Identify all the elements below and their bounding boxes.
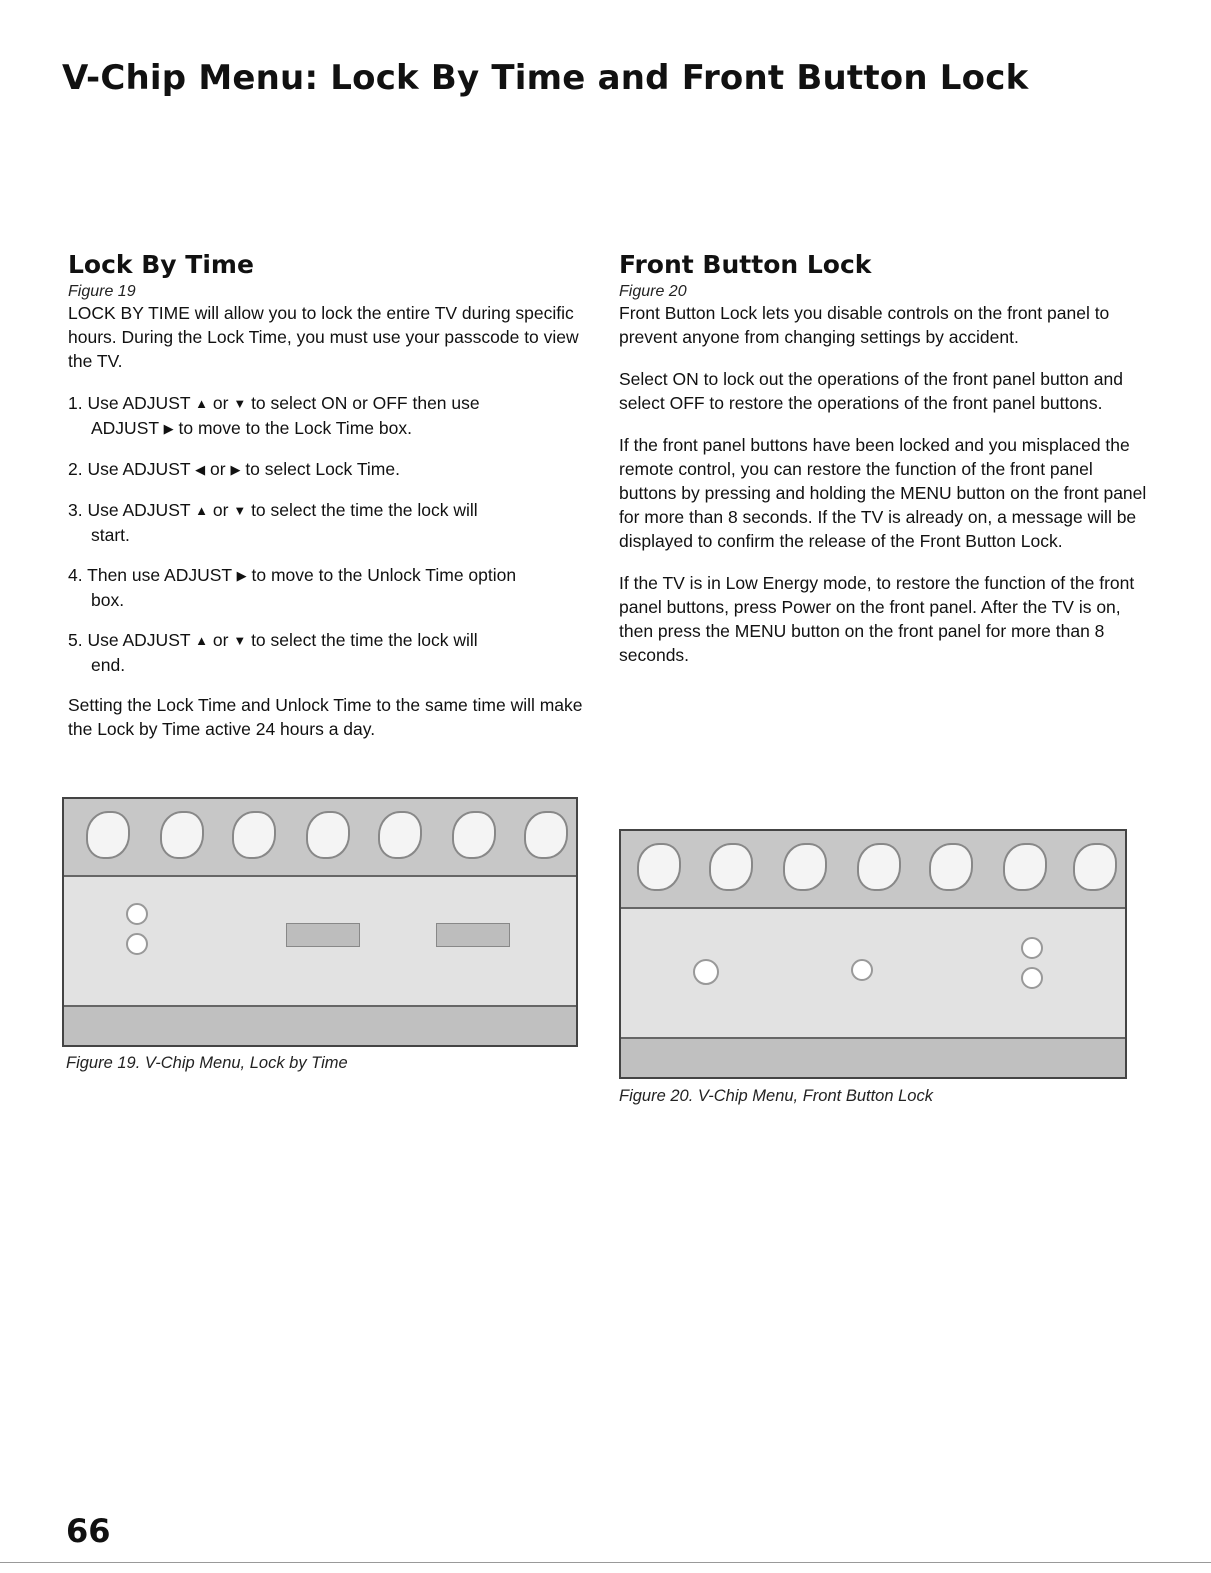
section-heading: Front Button Lock: [619, 250, 872, 279]
setup-icon: [637, 843, 681, 891]
step-3: 3. Use ADJUST ▲ or ▼ to select the time the lock will start.: [68, 500, 478, 545]
front-lock-icon: [693, 959, 719, 985]
audio-icon: [709, 843, 753, 891]
channel-icon: [1003, 843, 1047, 891]
intro-paragraph: LOCK BY TIME will allow you to lock the entire TV during specific hours. During the Lock Time, you must use your passcode to view the TV.: [68, 303, 579, 371]
channel-icon: [452, 811, 496, 859]
off-radio: [1021, 967, 1043, 989]
step-2: 2. Use ADJUST ◀ or ▶ to select Lock Time.: [68, 459, 400, 479]
figure-19-caption: Figure 19. V-Chip Menu, Lock by Time: [66, 1054, 348, 1072]
step-1: 1. Use ADJUST ▲ or ▼ to select ON or OFF then use ADJUST ▶ to move to the Lock Time box.: [68, 393, 480, 438]
unlock-time-box: [436, 923, 510, 947]
inputs-icon: [524, 811, 568, 859]
lock-time-box: [286, 923, 360, 947]
inputs-icon: [1073, 843, 1117, 891]
video-icon: [857, 843, 901, 891]
on-radio: [126, 903, 148, 925]
menu-content-area: [621, 909, 1125, 1037]
figure-reference: Figure 19: [68, 283, 136, 300]
paragraph-2: Select ON to lock out the operations of the front panel button and select OFF to restore the operations of the front panel buttons.: [619, 369, 1123, 413]
right-arrow-icon: ▶: [236, 568, 247, 583]
right-arrow-icon: ▶: [163, 421, 174, 436]
menu-status-bar: [621, 1037, 1125, 1077]
lock-icon: [378, 811, 422, 859]
paragraph-1: Front Button Lock lets you disable controls on the front panel to prevent anyone from changing settings by accident.: [619, 303, 1110, 347]
video-icon: [306, 811, 350, 859]
up-arrow-icon: ▲: [195, 396, 208, 411]
menu-icon-bar: [64, 799, 576, 877]
front-button-lock-section: [619, 250, 1149, 667]
menu-status-bar: [64, 1005, 576, 1045]
lock-icon: [929, 843, 973, 891]
page-number: 66: [66, 1512, 111, 1550]
up-arrow-icon: ▲: [195, 633, 208, 648]
down-arrow-icon: ▼: [233, 633, 247, 648]
selector-icon: [851, 959, 873, 981]
figure-reference: Figure 20: [619, 283, 687, 300]
up-arrow-icon: ▲: [195, 503, 208, 518]
audio-icon: [160, 811, 204, 859]
picture-icon: [783, 843, 827, 891]
figure-19-menu-screenshot: [62, 797, 578, 1047]
note-paragraph: Setting the Lock Time and Unlock Time to the same time will make the Lock by Time active 24 hours a day.: [68, 695, 583, 739]
menu-content-area: [64, 877, 576, 1005]
page-title: V-Chip Menu: Lock By Time and Front Button Lock: [62, 58, 1029, 98]
left-arrow-icon: ◀: [195, 462, 206, 477]
picture-icon: [232, 811, 276, 859]
figure-20-caption: Figure 20. V-Chip Menu, Front Button Lock: [619, 1087, 933, 1105]
paragraph-3: If the front panel buttons have been locked and you misplaced the remote control, you can restore the function of the front panel buttons by pressing and holding the MENU button on the front panel for more than 8 seconds. If the TV is already on, a message will be displayed to confirm the release of the Front Button Lock.: [619, 435, 1147, 551]
figure-20-menu-screenshot: [619, 829, 1127, 1079]
bottom-rule: [0, 1562, 1211, 1563]
setup-icon: [86, 811, 130, 859]
down-arrow-icon: ▼: [233, 503, 247, 518]
right-arrow-icon: ▶: [230, 462, 241, 477]
step-4: 4. Then use ADJUST ▶ to move to the Unlock Time option box.: [68, 565, 517, 610]
step-5: 5. Use ADJUST ▲ or ▼ to select the time the lock will end.: [68, 630, 478, 675]
down-arrow-icon: ▼: [233, 396, 247, 411]
off-radio: [126, 933, 148, 955]
lock-by-time-section: [68, 250, 588, 741]
paragraph-4: If the TV is in Low Energy mode, to restore the function of the front panel buttons, press Power on the front panel. After the TV is on, then press the MENU button on the front panel for more than 8 seconds.: [619, 573, 1135, 665]
on-radio: [1021, 937, 1043, 959]
menu-icon-bar: [621, 831, 1125, 909]
section-heading: Lock By Time: [68, 250, 254, 279]
